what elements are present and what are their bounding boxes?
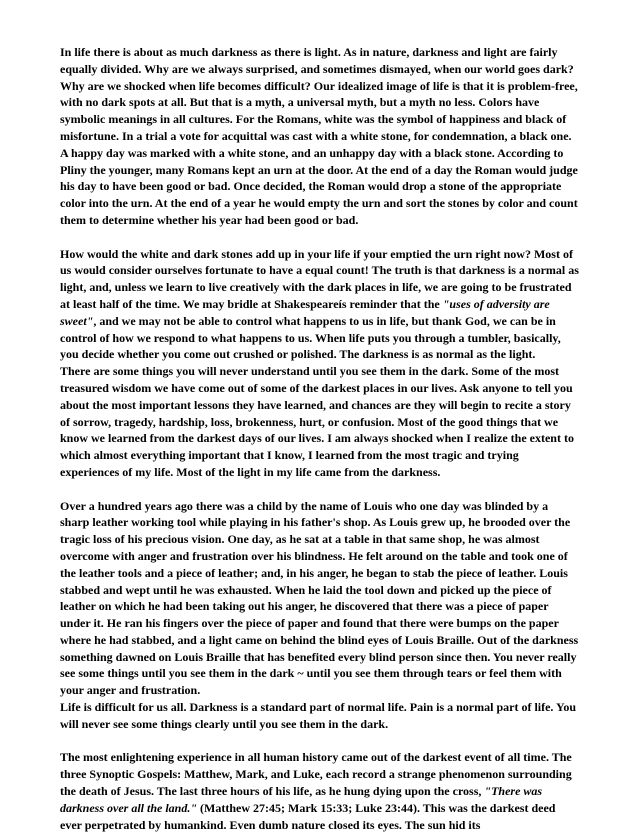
paragraph-life-is-difficult: Life is difficult for us all. Darkness is a standard part of normal life. Pain is a normal part of life. You will never see some things clearly until you see them in the dark.	[60, 700, 576, 731]
paragraph-emptied-urn	[60, 246, 580, 364]
paragraph-text: How would the white and dark stones add up in your life if your emptied the urn right now? Most of us would consider ourselves fortunate to have a equal count! The truth is that darkness is a normal as light, and, unless we learn to live creatively with the dark places in life, we are going to be frustrated at least half of the time. We may bridle at Shakespeareís reminder that the	[60, 246, 579, 311]
paragraph-darkness-over-land	[60, 749, 580, 833]
paragraph-text: (Matthew 27:45; Mark 15:33; Luke 23:44). This was the darkest deed ever perpetrated by humankind. Even dumb nature closed its eyes. The sun hid its	[60, 800, 556, 832]
paragraph-louis-braille: Over a hundred years ago there was a child by the name of Louis who one day was blinded by a sharp leather working tool while playing in his father's shop. As Louis grew up, he brooded over the tragic loss of his precious vision. One day, as he sat at a table in that same shop, he was almost overcome with anger and frustration over his blindness. He felt around on the table and took one of the leather tools and a piece of leather; and, in his anger, he began to stab the piece of leather. Louis stabbed and wept until he was exhausted. When he laid the tool down and picked up the piece of leather on which he had been taking out his anger, he discovered that there was a piece of paper under it. He ran his fingers over the piece of paper and found that there were bumps on the paper where he had stabbed, and a light came on behind the blind eyes of Louis Braille. Out of the darkness something dawned on Louis Braille that has benefited every blind person since then. You never really see some things until you see them in the dark ~ until you see them through tears or feel them with your anger and frustration.	[60, 498, 579, 698]
paragraph-roman-stones: In life there is about as much darkness as there is light. As in nature, darkness and light are fairly equally divided. Why are we always surprised, and sometimes dismayed, when our world goes dark? Why are we shocked when life becomes difficult? Our idealized image of life is that it is problem-free, with no dark spots at all. But that is a myth, a universal myth, but a myth no less. Colors have symbolic meanings in all cultures. For the Romans, white was the symbol of happiness and black of misfortune. In a trial a vote for acquittal was cast with a white stone, for condemnation, a black one. A happy day was marked with a white stone, and an unhappy day with a black stone. According to Pliny the younger, many Romans kept an urn at the door. At the end of a day the Roman would judge his day to have been good or bad. Once decided, the Roman would drop a stone of the appropriate color into the urn. At the end of a year he would empty the urn and sort the stones by color and count them to determine whether his year had been good or bad.	[60, 45, 578, 227]
paragraph-seen-in-dark: There are some things you will never understand until you see them in the dark. Some of the most treasured wisdom we have come out of some of the darkest places in our lives. Ask anyone to tell you about the most important lessons they have learned, and chances are they will begin to recite a story of sorrow, tragedy, hardship, loss, brokenness, hurt, or confusion. Most of the good things that we know we learned from the darkest days of our lives. I am always shocked when I realize the extent to which almost everything important that I know, I learned from the most tragic and trying experiences of my life. Most of the light in my life came from the darkness.	[60, 364, 574, 479]
paragraph-text: , and we may not be able to control what happens to us in life, but thank God, we can be in control of how we respond to what happens to us. When life puts you through a tumbler, basically, you decide whether you come out crushed or polished. The darkness is as normal as the light.	[60, 313, 561, 362]
shakespeare-quote: "uses of adversity are sweet"	[60, 296, 550, 328]
paragraph-text: The most enlightening experience in all human history came out of the darkest event of all time. The three Synoptic Gospels: Matthew, Mark, and Luke, each record a strange phenomenon surrounding the death of Jesus. The last three hours of his life, as he hung dying upon the cross,	[60, 750, 572, 799]
gospel-quote: "There was darkness over all the land."	[60, 784, 543, 815]
